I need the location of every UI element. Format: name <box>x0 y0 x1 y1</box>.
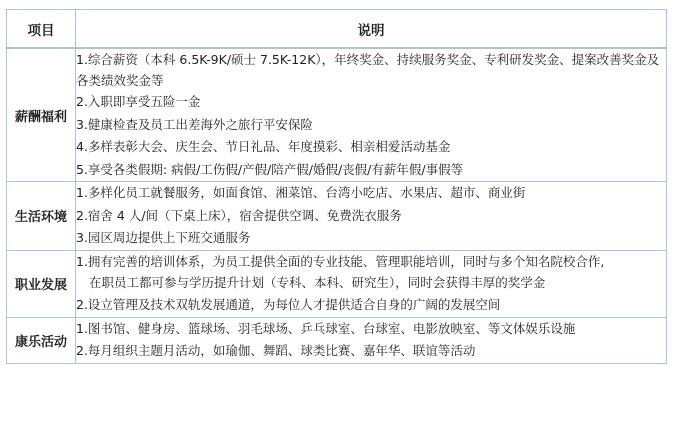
desc-line: 5.享受各类假期: 病假/工伤假/产假/陪产假/婚假/丧假/有薪年假/事假等 <box>76 161 464 177</box>
desc-line: 1.拥有完善的培训体系，为员工提供全面的专业技能、管理职能培训，同时与多个知名院校合作, <box>76 253 605 269</box>
desc-line: 4.多样表彰大会、庆生会、节日礼品、年度摸彩、相亲相爱活动基金 <box>76 139 451 154</box>
desc-line: 在职员工都可参与学历提升计划（专科、本科、研究生），同时会获得丰厚的奖学金 <box>89 274 546 290</box>
header-description: 说明 <box>76 10 667 49</box>
description-compensation <box>76 48 667 182</box>
benefits-table-container <box>6 9 666 364</box>
desc-line: 1.多样化员工就餐服务，如面食馆、湘菜馆、台湾小吃店、水果店、超市、商业街 <box>76 185 526 200</box>
description-living <box>76 182 667 251</box>
category-recreation: 康乐活动 <box>7 317 76 363</box>
desc-line: 1.图书馆、健身房、篮球场、羽毛球场、乒乓球室、台球室、电影放映室、等文体娱乐设施 <box>76 320 576 336</box>
table-row-recreation <box>7 317 667 363</box>
category-compensation: 薪酬福利 <box>7 48 76 182</box>
desc-line: 2.设立管理及技术双轨发展通道，为每位人才提供适合自身的广阔的发展空间 <box>76 297 501 312</box>
desc-line: 3.健康检查及员工出差海外之旅行平安保险 <box>76 116 313 132</box>
header-item: 项目 <box>7 10 76 49</box>
table-row-compensation <box>7 48 667 182</box>
table-row-living <box>7 182 667 251</box>
category-living: 生活环境 <box>7 182 76 251</box>
desc-line: 1.综合薪资（本科 6.5K-9K/硕士 7.5K-12K），年终奖金、持续服务奖金、专利研发奖金、提案改善奖金及各类绩效奖金等 <box>76 52 660 88</box>
description-career <box>76 250 667 317</box>
description-recreation <box>76 317 667 363</box>
desc-line: 3.园区周边提供上下班交通服务 <box>76 230 251 245</box>
table-row-career <box>7 250 667 317</box>
desc-line: 2.每月组织主题月活动，如瑜伽、舞蹈、球类比赛、嘉年华、联谊等活动 <box>76 343 476 358</box>
desc-line: 2.宿舍 4 人/间（下桌上床），宿舍提供空调、免费洗衣服务 <box>76 207 402 223</box>
benefits-table <box>6 9 667 364</box>
desc-line: 2.入职即享受五险一金 <box>76 94 201 109</box>
category-career: 职业发展 <box>7 250 76 317</box>
table-header-row <box>7 10 667 49</box>
